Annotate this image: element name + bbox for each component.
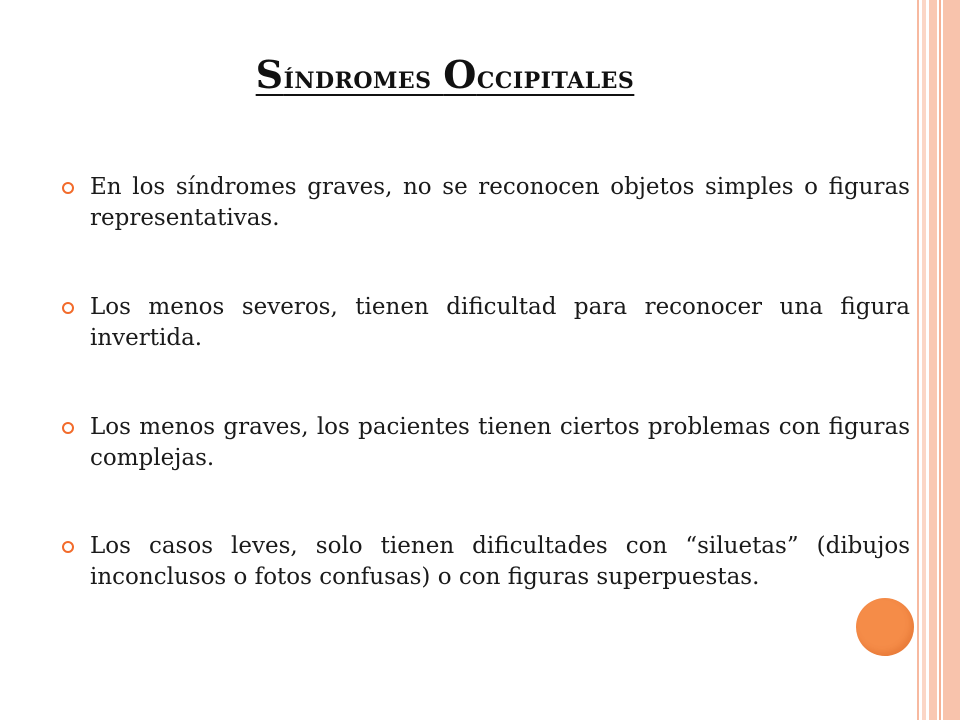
bullet-text: En los síndromes graves, no se reconocen objetos simples o figuras representativas. bbox=[90, 174, 910, 231]
stripe bbox=[922, 0, 926, 720]
title-part-2: ccipitales bbox=[476, 58, 635, 96]
list-item bbox=[62, 172, 910, 234]
bullet-text: Los casos leves, solo tienen dificultades con “siluetas” (dibujos inconclusos o fotos confusas) o con figuras superpuestas. bbox=[90, 533, 910, 590]
bullet-list bbox=[62, 172, 910, 593]
stripe bbox=[917, 0, 919, 720]
bullet-text: Los menos severos, tienen dificultad para reconocer una figura invertida. bbox=[90, 294, 910, 351]
title-part-1: índromes bbox=[283, 58, 444, 96]
list-item bbox=[62, 292, 910, 354]
title-initial-s: S bbox=[255, 52, 284, 97]
decorative-stripes bbox=[917, 0, 960, 720]
stripe bbox=[939, 0, 941, 720]
orange-circle-decoration bbox=[856, 598, 914, 656]
bullet-circle-icon bbox=[62, 302, 74, 314]
bullet-text: Los menos graves, los pacientes tienen ciertos problemas con figuras complejas. bbox=[90, 414, 910, 471]
bullet-circle-icon bbox=[62, 182, 74, 194]
stripe bbox=[943, 0, 960, 720]
list-item bbox=[62, 531, 910, 593]
list-item bbox=[62, 412, 910, 474]
title-initial-o: O bbox=[443, 52, 477, 97]
slide-title bbox=[0, 52, 890, 97]
bullet-circle-icon bbox=[62, 422, 74, 434]
stripe bbox=[929, 0, 937, 720]
bullet-circle-icon bbox=[62, 541, 74, 553]
